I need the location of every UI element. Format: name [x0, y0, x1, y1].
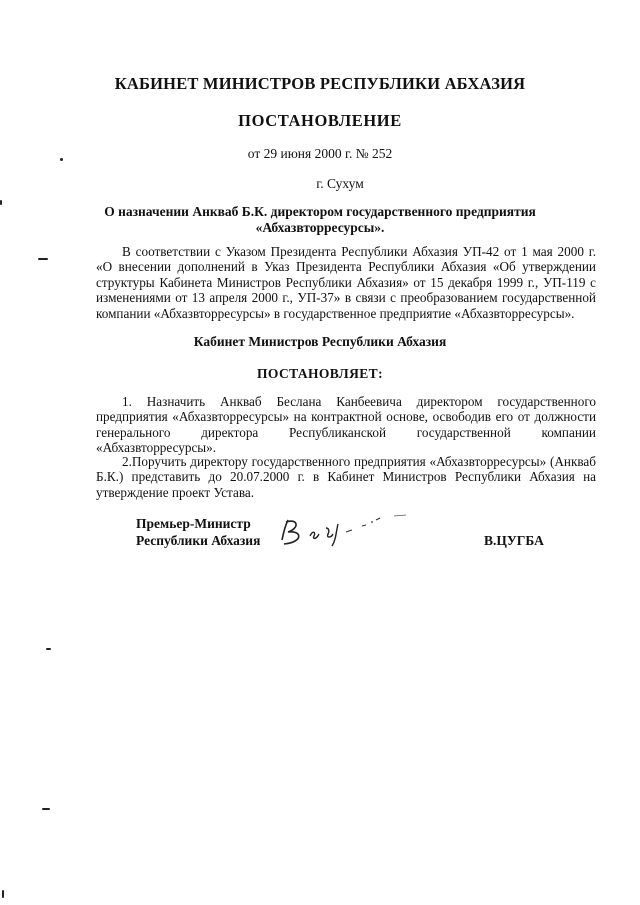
- scan-speck: [38, 258, 48, 260]
- scan-speck: [42, 808, 50, 810]
- resolves-heading: ПОСТАНОВЛЯЕТ:: [256, 366, 383, 381]
- preamble-paragraph: В соответствии с Указом Президента Республики Абхазия УП-42 от 1 мая 2000 г. «О внесении дополнений в Указ Президента Республики Абхазия «Об утверждении структуры Кабинета Министров Республики Абхазия» от 15 декабря 1999 г., УП-119 с изменениями от 13 апреля 2000 г., УП-37» в связи с преобразованием государственной компании «Абхазвторресурсы» в государственное предприятие «Абхазвторресурсы».: [96, 244, 596, 321]
- signatory-position-line-1: Премьер-Министр: [136, 516, 251, 531]
- city-line: г. Сухум: [316, 176, 364, 191]
- subject-line-2: «Абхазвторресурсы».: [255, 220, 385, 235]
- document-type: ПОСТАНОВЛЕНИЕ: [238, 111, 402, 130]
- signatory-position-line-2: Республики Абхазия: [136, 533, 261, 548]
- signatory-position: [136, 515, 260, 549]
- date-line: от 29 июня 2000 г. № 252: [247, 146, 393, 161]
- scan-speck: [46, 648, 51, 650]
- handwritten-signature: [276, 510, 426, 550]
- resolution-item-1: 1. Назначить Анкваб Беслана Канбеевича директором государственного предприятия «Абхазвторресурсы» на контрактной основе, освободив его от должности генерального директора Республиканской государственной компании «Абхазвторресурсы».: [96, 394, 596, 456]
- cabinet-heading: Кабинет Министров Республики Абхазия: [193, 334, 447, 349]
- signatory-name: В.ЦУГБА: [484, 533, 544, 548]
- scan-speck: [60, 158, 63, 161]
- scan-speck: [2, 890, 4, 898]
- subject-line-1: О назначении Анкваб Б.К. директором государственного предприятия: [104, 204, 536, 219]
- document-title: КАБИНЕТ МИНИСТРОВ РЕСПУБЛИКИ АБХАЗИЯ: [114, 74, 526, 93]
- scan-speck: [0, 200, 2, 205]
- subject-heading: [0, 204, 640, 236]
- resolution-item-2: 2.Поручить директору государственного предприятия «Абхазвторресурсы» (Анкваб Б.К.) представить до 20.07.2000 г. в Кабинет Министров Республики Абхазия на утверждение проект Устава.: [96, 454, 596, 500]
